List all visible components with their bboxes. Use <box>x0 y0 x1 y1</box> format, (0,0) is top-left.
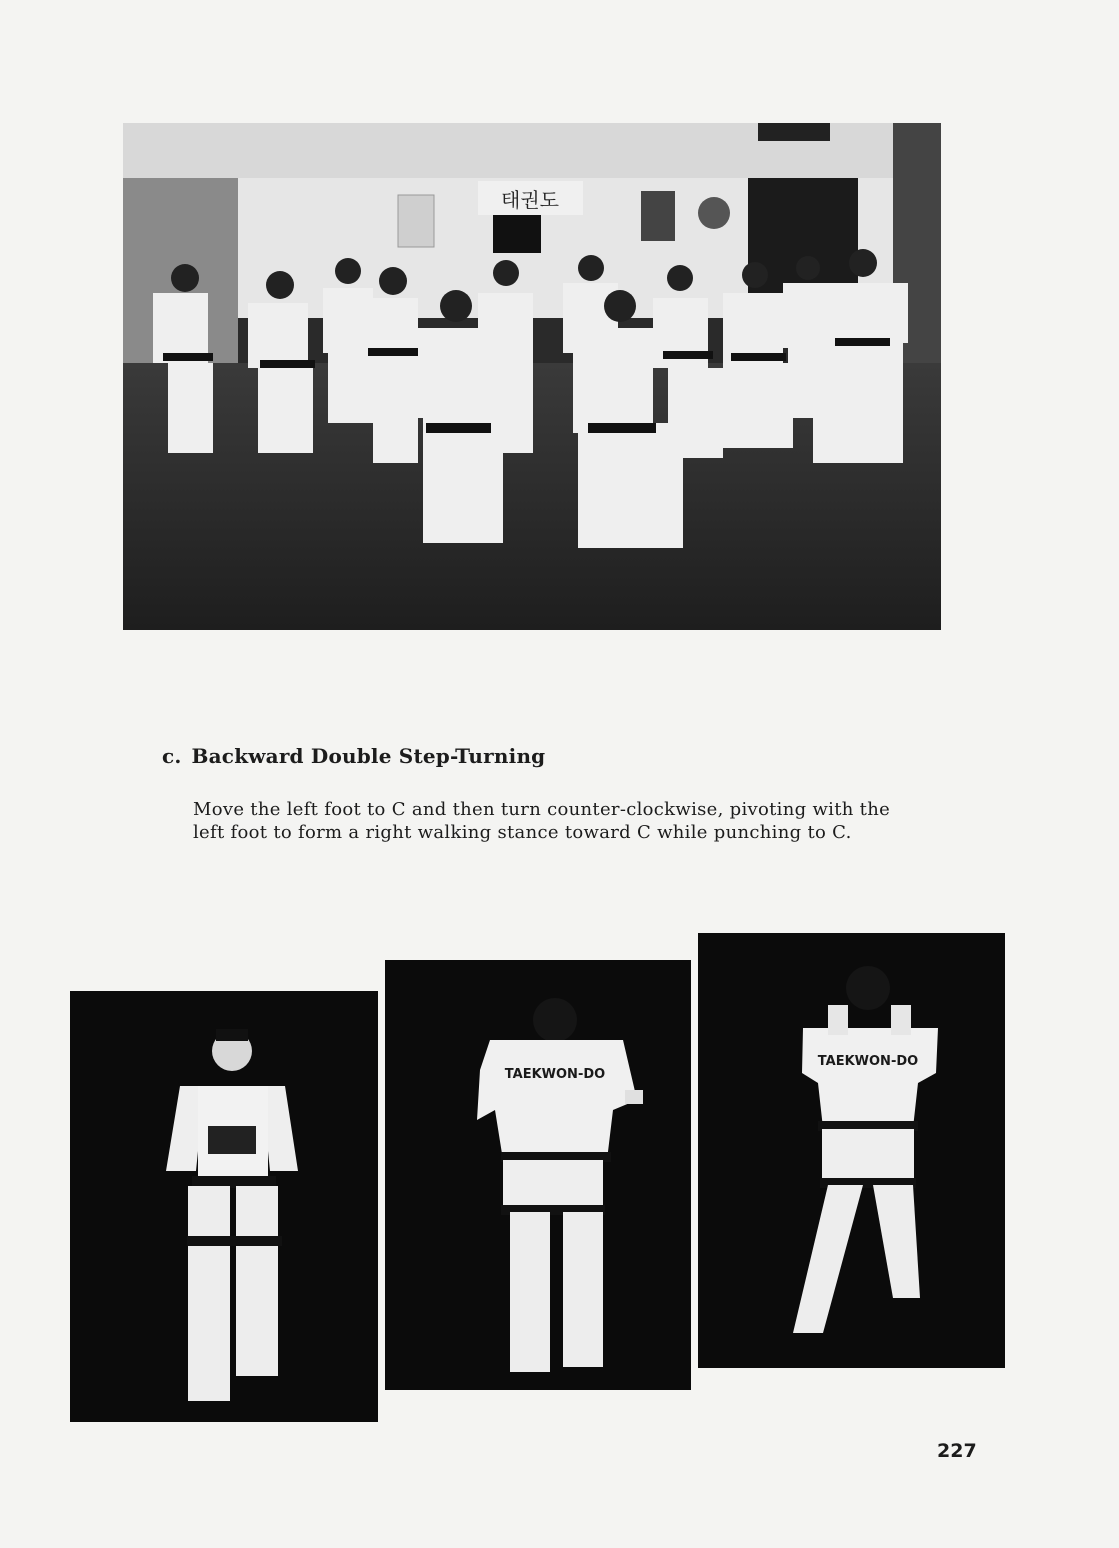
group-training-photo <box>123 123 941 630</box>
section-marker: c. <box>162 744 182 768</box>
dojang-sign: 태권도 <box>501 188 559 212</box>
page-number: 227 <box>937 1440 977 1462</box>
section-body: Move the left foot to C and then turn counter-clockwise, pivoting with the left foot to form a right walking stance toward C while punching to C. <box>193 799 891 843</box>
step-photo-walking-stance <box>698 933 1005 1368</box>
step-photo-front <box>70 991 378 1422</box>
step-photo-back-turning <box>385 960 691 1390</box>
uniform-back-text: TAEKWON-DO <box>504 1067 606 1082</box>
uniform-back-text: TAEKWON-DO <box>817 1054 919 1069</box>
section-title <box>162 744 545 768</box>
section-title-text: Backward Double Step-Turning <box>191 744 546 768</box>
